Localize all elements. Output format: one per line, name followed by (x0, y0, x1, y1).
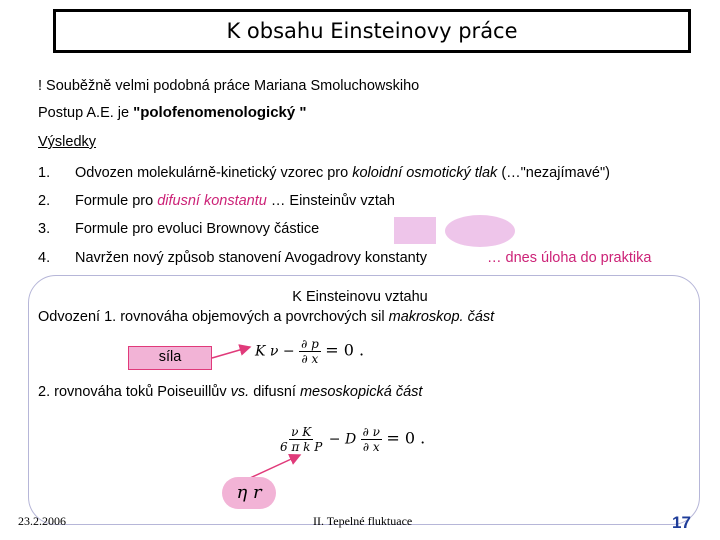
formula-rhs: = 0 . (386, 428, 426, 448)
slide-title: K obsahu Einsteinovy práce (226, 19, 518, 43)
result-text: … Einsteinův vztah (266, 193, 395, 209)
derivation-term: vs. (230, 384, 250, 400)
derivation-text: difusní (249, 384, 300, 400)
result-term: difusní konstantu (157, 193, 267, 209)
postup-quoted: "polofenomenologický " (133, 104, 307, 121)
formula-flux-balance (278, 425, 425, 454)
viscosity-label-box: η r (222, 477, 276, 509)
derivation-term: mesoskopická část (299, 384, 423, 400)
results-heading: Výsledky (38, 134, 97, 150)
note-line: ! Souběžně velmi podobná práce Mariana Smoluchowskiho (38, 78, 420, 94)
formula-fraction (299, 337, 321, 366)
formula-denominator: 6 π k P (280, 440, 323, 454)
force-label-box: síla (128, 346, 212, 370)
formula-fraction (278, 425, 324, 454)
result-item-4-suffix: … dnes úloha do praktika (487, 250, 652, 266)
result-number: 3. (38, 221, 51, 237)
result-term: koloidní osmotický tlak (352, 165, 498, 181)
footer-section: II. Tepelné fluktuace (313, 514, 413, 528)
postup-prefix: Postup A.E. je (38, 105, 134, 121)
footer-date: 23.2.2006 (18, 514, 66, 528)
result-text: Formule pro (75, 193, 158, 209)
formula-force-balance (255, 337, 364, 366)
result-item-3: Formule pro evoluci Brownovy částice (75, 221, 320, 237)
formula-fraction (361, 425, 382, 454)
section-heading: K Einsteinovu vztahu (292, 289, 428, 305)
formula-denominator: ∂ x (362, 440, 380, 454)
result-text: (…"nezajímavé") (497, 165, 610, 181)
derivation-line-2 (38, 384, 422, 400)
result-text: Odvozen molekulárně-kinetický vzorec pro (75, 165, 353, 181)
derivation-text: 2. rovnováha toků Poiseuillův (38, 384, 231, 400)
formula-numerator: ∂ ν (362, 425, 380, 439)
formula-rhs: = 0 . (325, 340, 365, 360)
result-number: 2. (38, 193, 51, 209)
derivation-text: Odvození 1. rovnováha objemových a povrchových sil (38, 309, 389, 325)
formula-denominator: ∂ x (301, 352, 319, 366)
derivation-term: makroskop. část (388, 309, 495, 325)
formula-mid: − D (328, 431, 357, 448)
formula-numerator: ∂ p (301, 337, 319, 351)
formula-lhs: K ν − (255, 343, 295, 360)
result-number: 4. (38, 250, 51, 266)
result-number: 1. (38, 165, 51, 181)
friction-arrow (250, 455, 300, 478)
page-number: 17 (672, 513, 691, 532)
force-arrow (212, 347, 250, 358)
formula-numerator: ν K (291, 425, 312, 439)
result-item-4: Navržen nový způsob stanovení Avogadrovy konstanty (75, 250, 427, 266)
